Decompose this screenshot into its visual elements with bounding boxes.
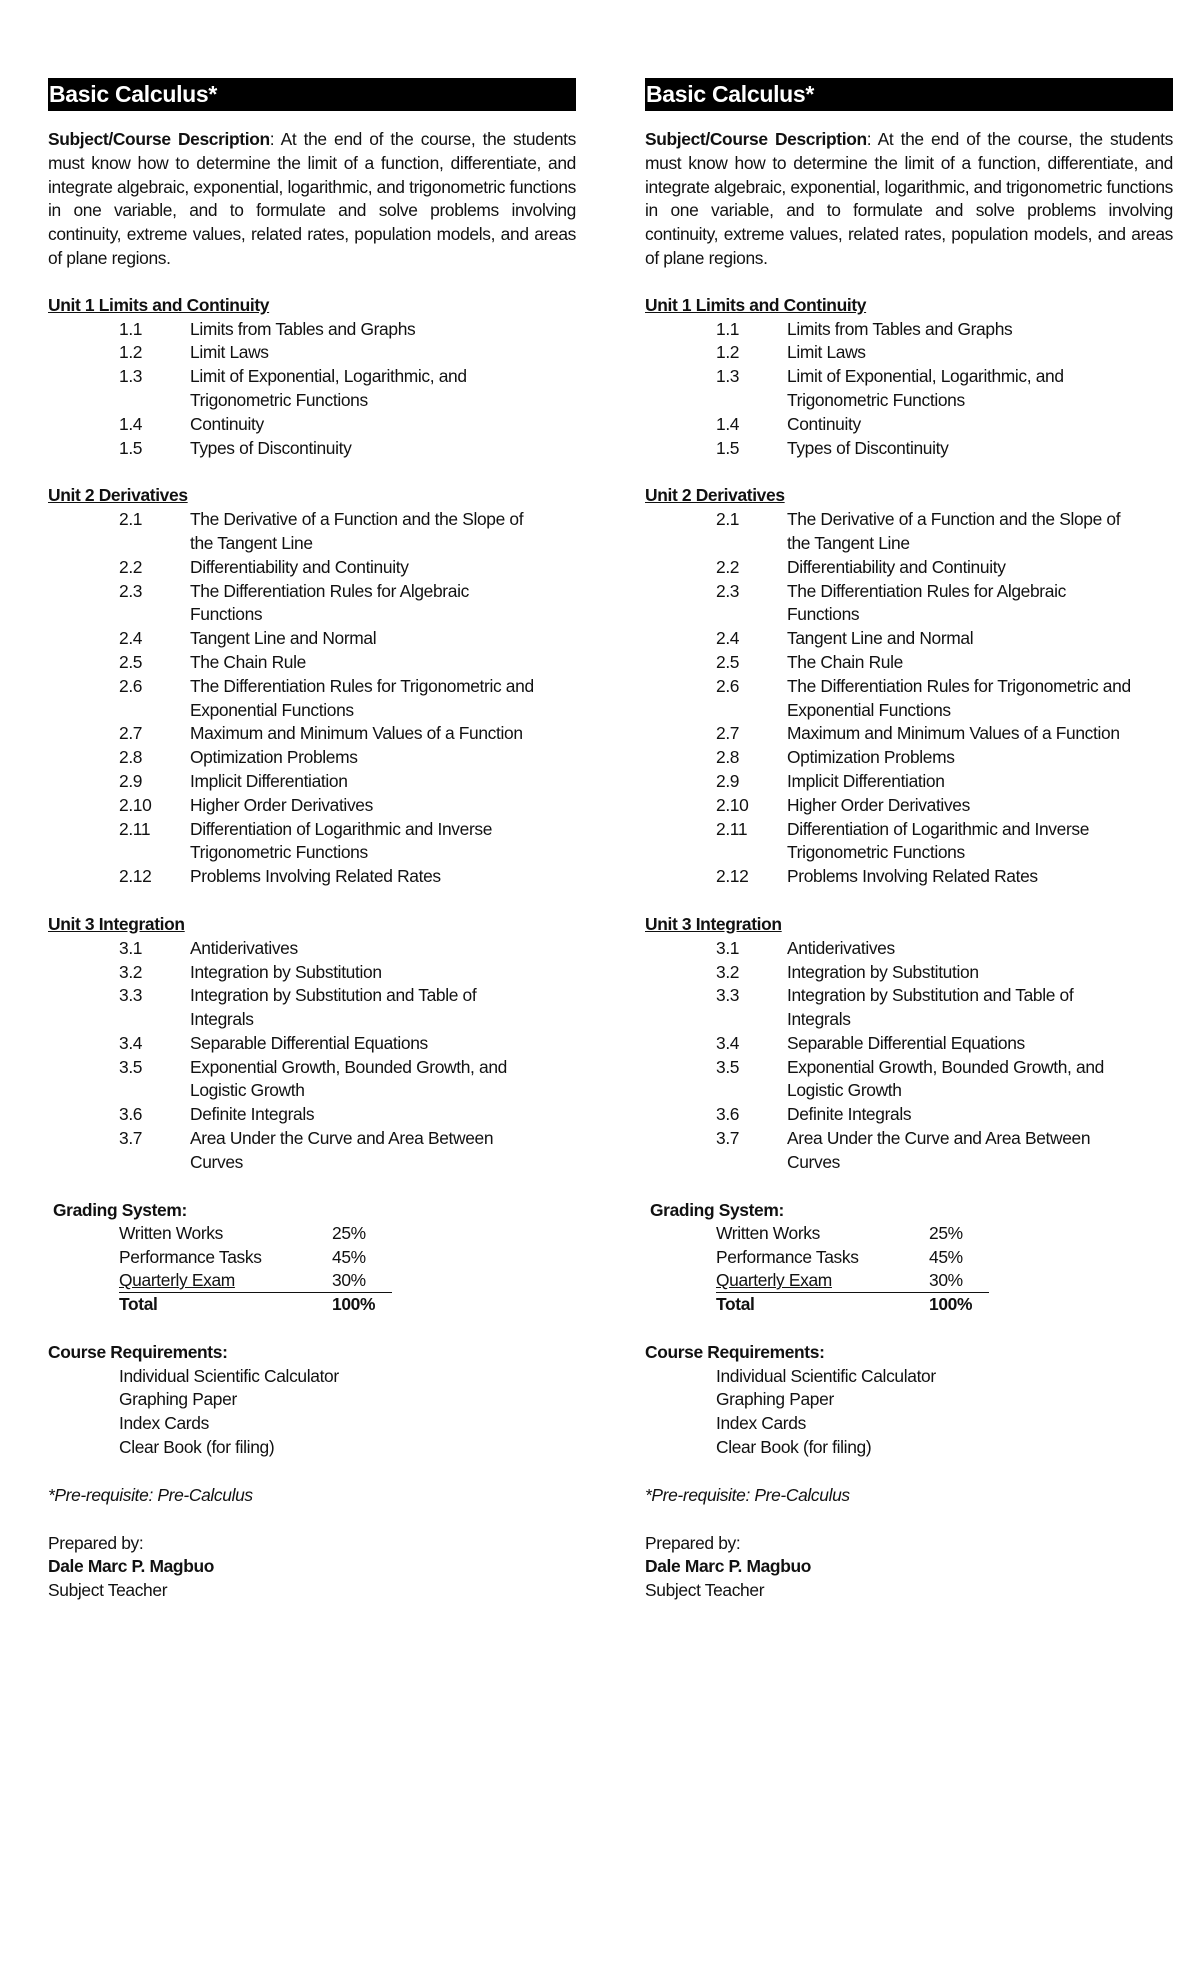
topic-item <box>48 1103 576 1127</box>
topic-title: Differentiation of Logarithmic and Inverse Trigonometric Functions <box>190 818 493 863</box>
topic-number: 2.10 <box>119 794 152 815</box>
topic-title: Definite Integrals <box>190 1104 315 1125</box>
topic-number: 2.3 <box>716 580 740 601</box>
topic-item <box>645 865 1173 889</box>
topic-title: Limits from Tables and Graphs <box>787 318 1013 339</box>
topic-title: Limits from Tables and Graphs <box>190 318 416 339</box>
unit-section <box>48 294 576 461</box>
topic-item <box>645 818 1173 866</box>
grade-total-value: 100% <box>929 1294 973 1315</box>
syllabus-column-right <box>645 78 1173 1603</box>
grade-value: 30% <box>332 1270 392 1293</box>
topic-number: 2.2 <box>119 556 143 577</box>
topic-item <box>48 341 576 365</box>
grade-row <box>48 1246 576 1270</box>
prepared-by <box>645 1532 1173 1603</box>
grade-label: Quarterly Exam <box>716 1270 929 1293</box>
topic-title: Implicit Differentiation <box>787 770 945 791</box>
topic-item <box>48 1032 576 1056</box>
description-label: Subject/Course Description <box>48 129 270 149</box>
topic-number: 2.7 <box>716 723 740 744</box>
grade-value: 25% <box>929 1223 963 1244</box>
topic-number: 2.4 <box>119 628 143 649</box>
topic-number: 3.1 <box>119 937 143 958</box>
grade-value: 25% <box>332 1223 366 1244</box>
topic-number: 3.2 <box>716 961 740 982</box>
grade-rows <box>645 1222 1173 1293</box>
topic-number: 2.5 <box>716 651 740 672</box>
topic-title: Optimization Problems <box>190 747 358 768</box>
topic-title: Higher Order Derivatives <box>787 794 970 815</box>
topic-title: Implicit Differentiation <box>190 770 348 791</box>
topic-item <box>645 937 1173 961</box>
topic-number: 2.5 <box>119 651 143 672</box>
topic-title: Limit of Exponential, Logarithmic, and Trigonometric Functions <box>787 366 1064 410</box>
teacher-role: Subject Teacher <box>48 1580 168 1601</box>
topic-title: Exponential Growth, Bounded Growth, and Logistic Growth <box>190 1056 507 1101</box>
topic-title: Limit Laws <box>787 342 866 363</box>
topic-number: 3.1 <box>716 937 740 958</box>
topic-item <box>48 651 576 675</box>
prerequisite-note: *Pre-requisite: Pre-Calculus <box>645 1484 850 1505</box>
requirements-list <box>48 1365 576 1460</box>
topic-number: 3.4 <box>119 1032 143 1053</box>
topic-item <box>48 580 576 628</box>
topic-title: Definite Integrals <box>787 1104 912 1125</box>
prepared-by-label: Prepared by: <box>645 1532 741 1553</box>
requirement-item: Individual Scientific Calculator <box>119 1365 339 1386</box>
topic-title: Problems Involving Related Rates <box>787 866 1038 887</box>
grade-label: Performance Tasks <box>119 1247 262 1268</box>
topic-title: Separable Differential Equations <box>190 1032 428 1053</box>
topic-item <box>48 675 576 723</box>
requirements-list <box>645 1365 1173 1460</box>
topic-item <box>48 627 576 651</box>
topic-item <box>645 318 1173 342</box>
topic-item <box>645 341 1173 365</box>
grade-label: Quarterly Exam <box>119 1270 332 1293</box>
topic-number: 1.2 <box>716 342 740 363</box>
topic-title: Types of Discontinuity <box>190 437 352 458</box>
topic-item <box>645 1056 1173 1104</box>
topic-title: Differentiability and Continuity <box>190 556 409 577</box>
topic-number: 2.1 <box>716 509 740 530</box>
topic-title: The Chain Rule <box>190 651 306 672</box>
grade-total-row <box>645 1293 1173 1317</box>
prepared-by <box>48 1532 576 1603</box>
grade-value: 30% <box>929 1270 989 1293</box>
topic-item <box>48 437 576 461</box>
topic-number: 3.6 <box>716 1104 740 1125</box>
requirement-item: Individual Scientific Calculator <box>716 1365 936 1386</box>
topic-item <box>645 556 1173 580</box>
topic-number: 2.6 <box>119 675 143 696</box>
topic-number: 1.1 <box>119 318 143 339</box>
grade-total-label: Total <box>716 1294 755 1315</box>
topic-number: 3.5 <box>119 1056 143 1077</box>
topic-number: 3.2 <box>119 961 143 982</box>
topic-number: 1.3 <box>716 366 740 387</box>
topic-number: 2.11 <box>716 818 748 839</box>
prerequisite-note: *Pre-requisite: Pre-Calculus <box>48 1484 253 1505</box>
topic-number: 2.6 <box>716 675 740 696</box>
requirement-item: Clear Book (for filing) <box>716 1437 872 1458</box>
topic-item <box>48 556 576 580</box>
topic-number: 3.7 <box>716 1128 740 1149</box>
unit-heading: Unit 3 Integration <box>645 913 782 934</box>
course-description <box>645 128 1173 271</box>
topic-title: Problems Involving Related Rates <box>190 866 441 887</box>
topic-item <box>645 722 1173 746</box>
topic-item <box>48 770 576 794</box>
topic-title: Types of Discontinuity <box>787 437 949 458</box>
grade-value: 45% <box>332 1247 366 1268</box>
topic-number: 2.11 <box>119 818 151 839</box>
topic-item <box>645 413 1173 437</box>
topic-title: Area Under the Curve and Area Between Curves <box>190 1128 494 1172</box>
topic-item <box>48 937 576 961</box>
syllabus-column-left <box>48 78 576 1603</box>
topic-item <box>645 1032 1173 1056</box>
topic-item <box>645 675 1173 723</box>
grade-label: Written Works <box>119 1223 223 1244</box>
topic-number: 2.8 <box>119 747 143 768</box>
topic-number: 1.5 <box>716 437 740 458</box>
topic-title: The Derivative of a Function and the Slope of the Tangent Line <box>190 509 524 553</box>
topic-title: Differentiation of Logarithmic and Inverse Trigonometric Functions <box>787 818 1090 863</box>
requirement-item: Index Cards <box>716 1413 806 1434</box>
grade-label: Written Works <box>716 1223 820 1244</box>
grade-value: 45% <box>929 1247 963 1268</box>
grading-heading: Grading System: <box>53 1199 187 1220</box>
units-list <box>645 294 1173 1175</box>
topic-number: 2.12 <box>716 866 749 887</box>
topic-item <box>48 318 576 342</box>
topic-number: 1.4 <box>119 413 143 434</box>
topic-title: Area Under the Curve and Area Between Curves <box>787 1128 1091 1172</box>
topic-title: The Chain Rule <box>787 651 903 672</box>
description-text: : At the end of the course, the students must know how to determine the limit of a function, differentiate, and integrate algebraic, exponential, logarithmic, and trigonometric functions in one variable, and to formulate and solve problems involving continuity, extreme values, related rates, population models, and areas of plane regions. <box>48 129 577 268</box>
description-label: Subject/Course Description <box>645 129 867 149</box>
topic-item <box>645 984 1173 1032</box>
topic-number: 2.12 <box>119 866 152 887</box>
topic-item <box>645 627 1173 651</box>
topic-title: The Differentiation Rules for Algebraic Functions <box>190 580 469 625</box>
unit-heading: Unit 2 Derivatives <box>645 485 785 506</box>
requirement-item: Index Cards <box>119 1413 209 1434</box>
unit-section <box>48 484 576 889</box>
teacher-name: Dale Marc P. Magbuo <box>645 1556 812 1577</box>
topic-title: Maximum and Minimum Values of a Function <box>787 723 1120 744</box>
topic-item <box>645 770 1173 794</box>
topic-title: Limit of Exponential, Logarithmic, and Trigonometric Functions <box>190 366 467 410</box>
course-title: Basic Calculus* <box>48 78 576 111</box>
teacher-name: Dale Marc P. Magbuo <box>48 1556 215 1577</box>
topic-item <box>645 794 1173 818</box>
topic-title: Tangent Line and Normal <box>787 628 974 649</box>
topic-number: 2.8 <box>716 747 740 768</box>
topic-number: 2.1 <box>119 509 143 530</box>
topic-title: Maximum and Minimum Values of a Function <box>190 723 523 744</box>
topic-item <box>48 413 576 437</box>
topic-item <box>48 1127 576 1175</box>
topic-title: Antiderivatives <box>787 937 895 958</box>
topic-title: The Differentiation Rules for Trigonometric and Exponential Functions <box>787 675 1131 720</box>
topic-title: Integration by Substitution and Table of Integrals <box>190 985 477 1030</box>
topic-title: Tangent Line and Normal <box>190 628 377 649</box>
grading-system <box>645 1199 1173 1317</box>
unit-heading: Unit 2 Derivatives <box>48 485 188 506</box>
grading-heading: Grading System: <box>650 1199 784 1220</box>
description-text: : At the end of the course, the students must know how to determine the limit of a function, differentiate, and integrate algebraic, exponential, logarithmic, and trigonometric functions in one variable, and to formulate and solve problems involving continuity, extreme values, related rates, population models, and areas of plane regions. <box>645 129 1174 268</box>
topic-item <box>48 794 576 818</box>
topic-title: The Differentiation Rules for Algebraic Functions <box>787 580 1066 625</box>
topic-number: 2.9 <box>716 770 740 791</box>
topic-number: 1.1 <box>716 318 740 339</box>
grade-row <box>645 1222 1173 1246</box>
grade-rows <box>48 1222 576 1293</box>
prepared-by-label: Prepared by: <box>48 1532 144 1553</box>
requirement-item: Graphing Paper <box>119 1389 237 1410</box>
topic-title: Differentiability and Continuity <box>787 556 1006 577</box>
grading-system <box>48 1199 576 1317</box>
grade-label: Performance Tasks <box>716 1247 859 1268</box>
topic-number: 1.3 <box>119 366 143 387</box>
units-list <box>48 294 576 1175</box>
topic-item <box>645 746 1173 770</box>
topic-title: Higher Order Derivatives <box>190 794 373 815</box>
unit-section <box>645 913 1173 1175</box>
unit-section <box>48 913 576 1175</box>
topic-item <box>645 1127 1173 1175</box>
topic-number: 1.2 <box>119 342 143 363</box>
topic-number: 2.9 <box>119 770 143 791</box>
topic-item <box>48 865 576 889</box>
topic-title: Integration by Substitution <box>190 961 382 982</box>
topic-number: 3.3 <box>716 985 740 1006</box>
topic-item <box>48 984 576 1032</box>
unit-heading: Unit 1 Limits and Continuity <box>48 294 270 315</box>
requirement-item: Clear Book (for filing) <box>119 1437 275 1458</box>
course-description <box>48 128 576 271</box>
topic-number: 3.3 <box>119 985 143 1006</box>
course-requirements <box>48 1341 576 1460</box>
topic-item <box>645 961 1173 985</box>
topic-title: Continuity <box>787 413 861 434</box>
topic-title: Separable Differential Equations <box>787 1032 1025 1053</box>
grade-row <box>645 1246 1173 1270</box>
grade-row <box>48 1270 576 1293</box>
grade-total-value: 100% <box>332 1294 376 1315</box>
unit-section <box>645 484 1173 889</box>
unit-heading: Unit 1 Limits and Continuity <box>645 294 867 315</box>
topic-title: Optimization Problems <box>787 747 955 768</box>
topic-title: The Differentiation Rules for Trigonometric and Exponential Functions <box>190 675 534 720</box>
topic-item <box>48 722 576 746</box>
topic-number: 2.7 <box>119 723 143 744</box>
topic-title: Limit Laws <box>190 342 269 363</box>
unit-section <box>645 294 1173 461</box>
topic-number: 3.5 <box>716 1056 740 1077</box>
topic-item <box>645 651 1173 675</box>
topic-item <box>48 961 576 985</box>
unit-heading: Unit 3 Integration <box>48 913 185 934</box>
grade-total-row <box>48 1293 576 1317</box>
topic-item <box>48 1056 576 1104</box>
topic-item <box>645 437 1173 461</box>
topic-number: 1.5 <box>119 437 143 458</box>
topic-item <box>645 508 1173 556</box>
course-title: Basic Calculus* <box>645 78 1173 111</box>
topic-title: Antiderivatives <box>190 937 298 958</box>
requirement-item: Graphing Paper <box>716 1389 834 1410</box>
topic-title: Continuity <box>190 413 264 434</box>
topic-title: Exponential Growth, Bounded Growth, and Logistic Growth <box>787 1056 1104 1101</box>
topic-title: Integration by Substitution <box>787 961 979 982</box>
topic-number: 3.7 <box>119 1128 143 1149</box>
topic-number: 1.4 <box>716 413 740 434</box>
course-requirements <box>645 1341 1173 1460</box>
topic-title: The Derivative of a Function and the Slope of the Tangent Line <box>787 509 1121 553</box>
topic-number: 2.3 <box>119 580 143 601</box>
requirements-heading: Course Requirements: <box>645 1341 825 1362</box>
topic-item <box>645 365 1173 413</box>
teacher-role: Subject Teacher <box>645 1580 765 1601</box>
topic-item <box>48 818 576 866</box>
topic-item <box>645 580 1173 628</box>
topic-number: 2.4 <box>716 628 740 649</box>
topic-number: 3.4 <box>716 1032 740 1053</box>
topic-item <box>645 1103 1173 1127</box>
topic-title: Integration by Substitution and Table of Integrals <box>787 985 1074 1030</box>
topic-number: 2.10 <box>716 794 749 815</box>
topic-item <box>48 365 576 413</box>
topic-item <box>48 746 576 770</box>
topic-number: 3.6 <box>119 1104 143 1125</box>
grade-row <box>48 1222 576 1246</box>
grade-total-label: Total <box>119 1294 158 1315</box>
topic-item <box>48 508 576 556</box>
grade-row <box>645 1270 1173 1293</box>
requirements-heading: Course Requirements: <box>48 1341 228 1362</box>
topic-number: 2.2 <box>716 556 740 577</box>
